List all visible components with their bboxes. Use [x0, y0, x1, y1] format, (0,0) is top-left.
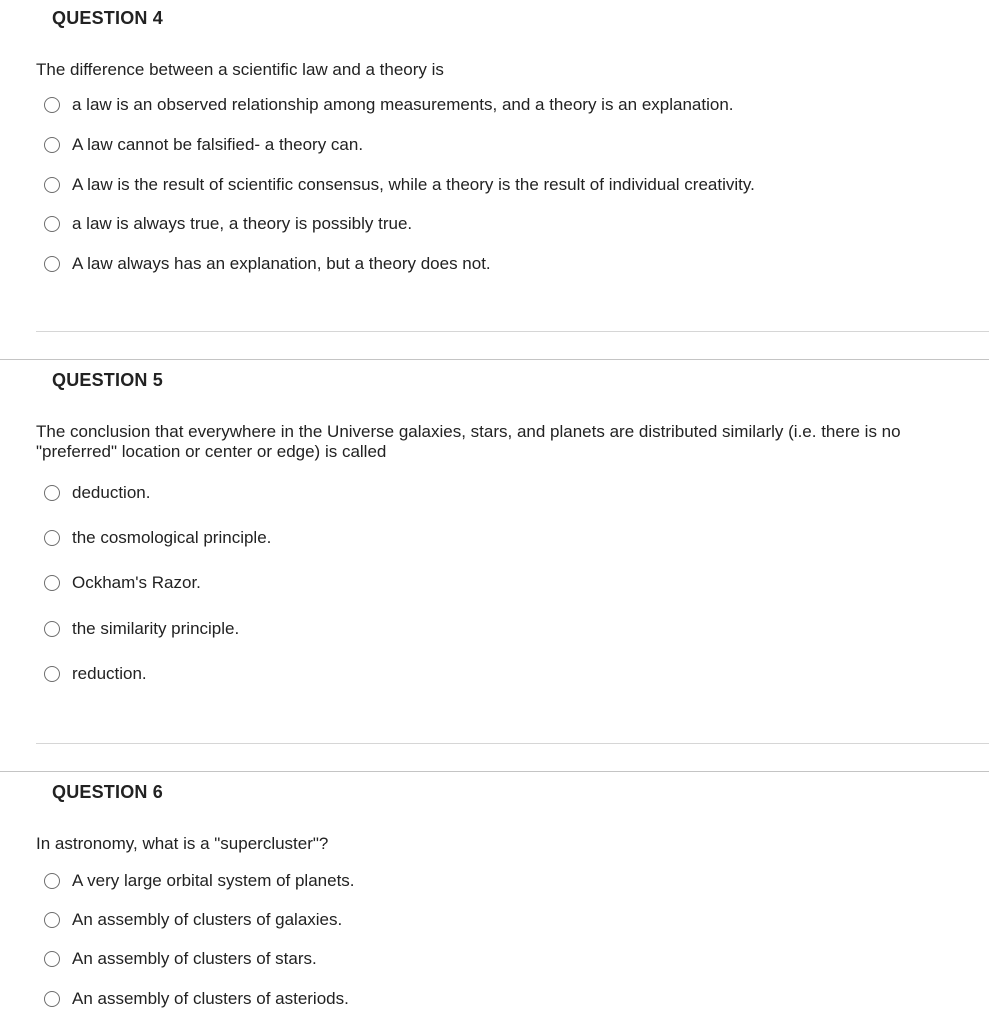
question-6-option-3[interactable] — [44, 948, 317, 970]
question-4-option-4[interactable] — [44, 213, 412, 235]
question-4-title: QUESTION 4 — [52, 8, 164, 28]
option-label: A law cannot be falsified- a theory can. — [72, 135, 364, 154]
option-label: reduction. — [72, 664, 147, 683]
radio-button[interactable] — [44, 621, 60, 637]
radio-button[interactable] — [44, 177, 60, 193]
option-label: the cosmological principle. — [72, 528, 272, 547]
radio-button[interactable] — [44, 485, 60, 501]
question-5-option-5[interactable] — [44, 663, 147, 685]
radio-button[interactable] — [44, 256, 60, 272]
option-label: An assembly of clusters of stars. — [72, 949, 317, 968]
question-6-option-1[interactable] — [44, 870, 355, 892]
question-4-text: The difference between a scientific law and a theory is — [36, 60, 444, 79]
question-divider — [36, 331, 989, 332]
radio-button[interactable] — [44, 991, 60, 1007]
question-4-option-3[interactable] — [44, 174, 755, 196]
radio-button[interactable] — [44, 912, 60, 928]
option-label: A law is the result of scientific consensus, while a theory is the result of individual creativity. — [72, 175, 755, 194]
radio-button[interactable] — [44, 97, 60, 113]
radio-button[interactable] — [44, 575, 60, 591]
radio-button[interactable] — [44, 137, 60, 153]
question-5-title: QUESTION 5 — [52, 370, 164, 390]
radio-button[interactable] — [44, 216, 60, 232]
option-label: a law is an observed relationship among measurements, and a theory is an explanation. — [72, 95, 734, 114]
option-label: the similarity principle. — [72, 619, 240, 638]
question-6-title: QUESTION 6 — [52, 782, 164, 802]
question-divider — [36, 743, 989, 744]
question-5-option-1[interactable] — [44, 482, 150, 504]
option-label: Ockham's Razor. — [72, 573, 201, 592]
option-label: An assembly of clusters of galaxies. — [72, 910, 343, 929]
option-label: A very large orbital system of planets. — [72, 871, 355, 890]
question-4-option-2[interactable] — [44, 134, 363, 156]
question-6-text: In astronomy, what is a "supercluster"? — [36, 834, 329, 853]
question-4-option-1[interactable] — [44, 94, 734, 116]
radio-button[interactable] — [44, 873, 60, 889]
radio-button[interactable] — [44, 666, 60, 682]
option-label: a law is always true, a theory is possibly true. — [72, 214, 413, 233]
option-label: An assembly of clusters of asteriods. — [72, 989, 349, 1008]
radio-button[interactable] — [44, 530, 60, 546]
radio-button[interactable] — [44, 951, 60, 967]
section-divider — [0, 359, 989, 360]
question-4-option-5[interactable] — [44, 253, 491, 275]
question-5-option-4[interactable] — [44, 618, 239, 640]
question-6-option-4[interactable] — [44, 988, 349, 1010]
option-label: A law always has an explanation, but a theory does not. — [72, 254, 491, 273]
section-divider — [0, 771, 989, 772]
question-5-option-3[interactable] — [44, 572, 201, 594]
question-5-text: The conclusion that everywhere in the Universe galaxies, stars, and planets are distributed similarly (i.e. there is no "preferred" location or center or edge) is called — [36, 422, 901, 461]
question-5-option-2[interactable] — [44, 527, 271, 549]
option-label: deduction. — [72, 483, 151, 502]
question-6-option-2[interactable] — [44, 909, 342, 931]
